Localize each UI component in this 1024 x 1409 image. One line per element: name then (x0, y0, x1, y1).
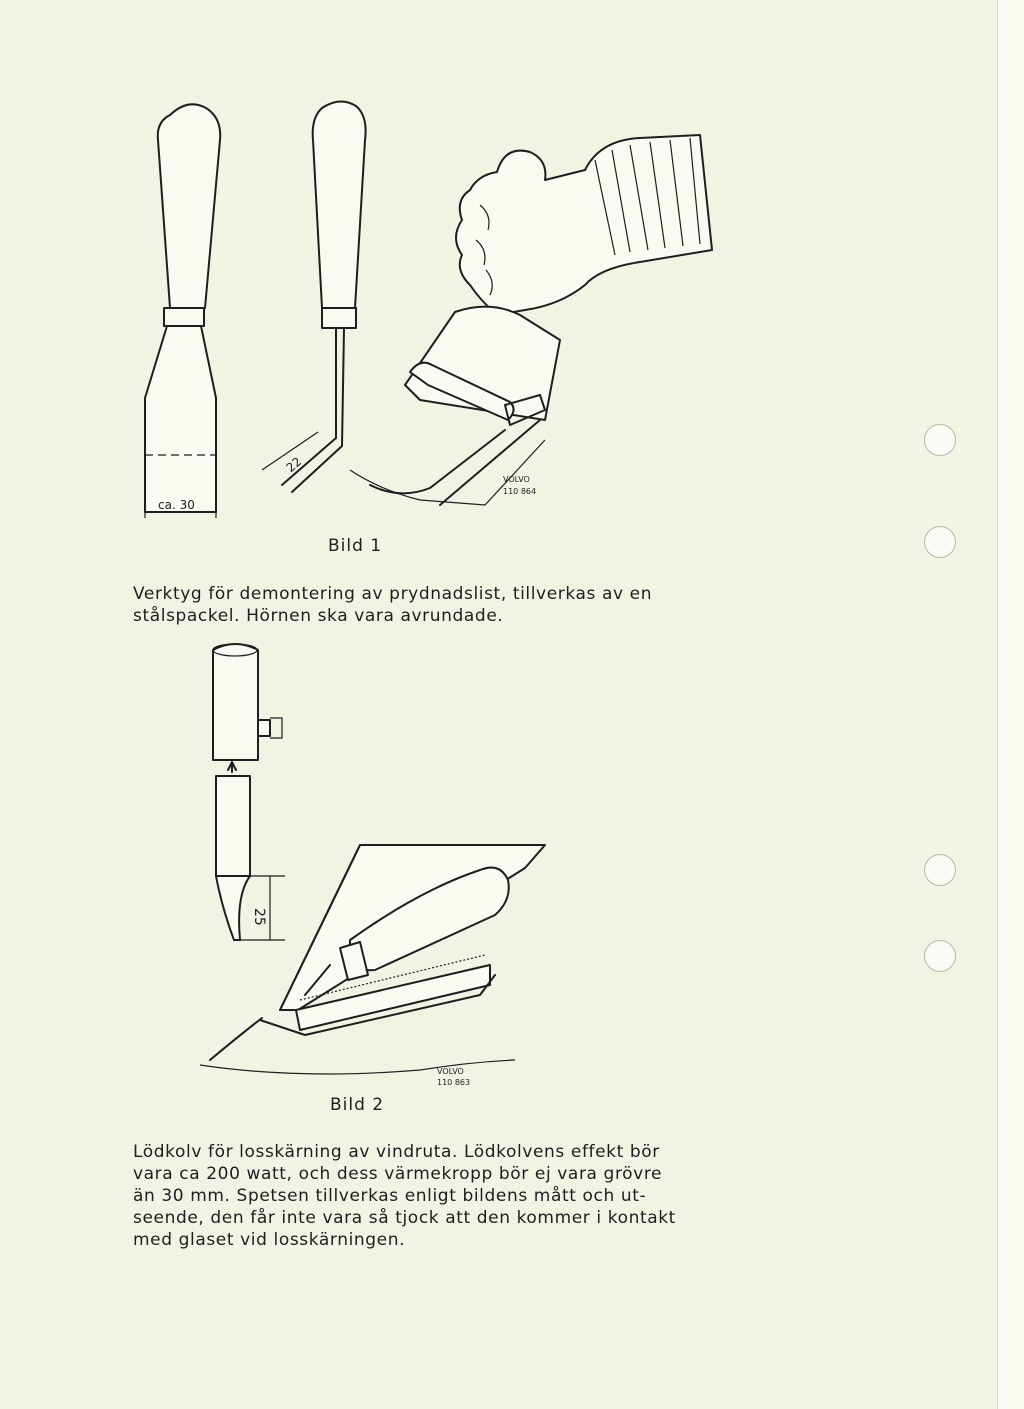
stamp-number-1: 110 864 (503, 487, 537, 496)
dimension-tip-label: 25 (251, 908, 267, 926)
windshield-cutting-drawing (200, 845, 545, 1087)
figure-1-label: Bild 1 (328, 536, 383, 556)
dimension-bend-label: 22 (283, 454, 305, 475)
stamp-brand-1: VOLVO (503, 475, 530, 484)
stamp-number-2: 110 863 (437, 1078, 471, 1087)
figure-2-label: Bild 2 (330, 1095, 385, 1115)
figure-2-caption: Lödkolv för losskärning av vindruta. Lödkolvens effekt bör vara ca 200 watt, och dess värmekropp bör ej vara grövre än 30 mm. Spetsen tillverkas enligt bildens mått och ut- seende, den får inte vara så tjock att den kommer i kontakt med glaset vid losskärningen. (133, 1142, 676, 1250)
figure-1-caption: Verktyg för demontering av prydnadslist, tillverkas av en stålspackel. Hörnen ska vara avrundade. (133, 584, 653, 626)
stamp-brand-2: VOLVO (437, 1067, 464, 1076)
soldering-iron-drawing (213, 644, 285, 940)
dimension-width-label: ca. 30 (158, 498, 195, 512)
